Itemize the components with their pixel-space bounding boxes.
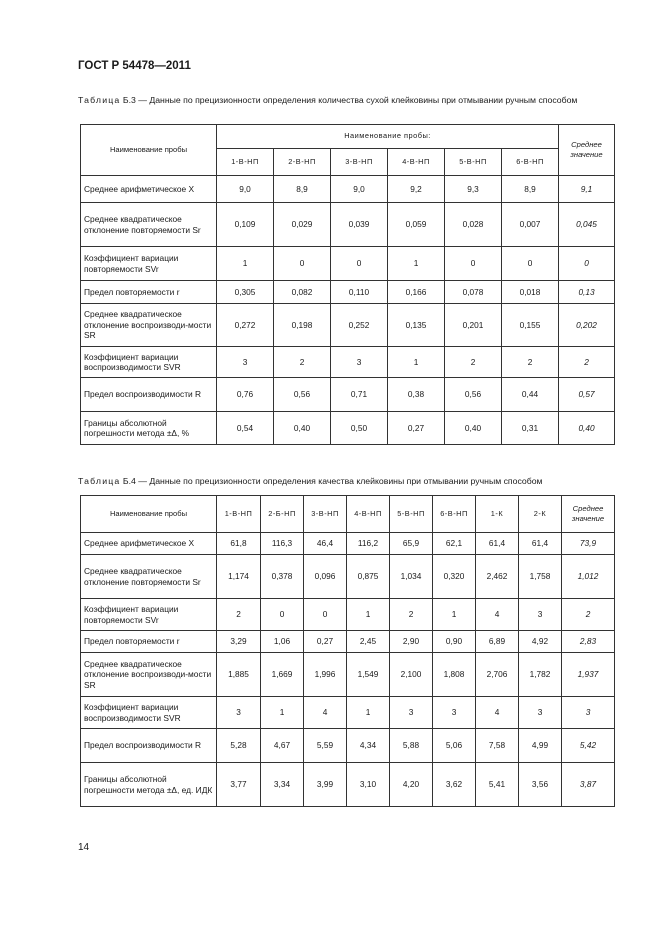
document-code: ГОСТ Р 54478—2011: [78, 60, 191, 72]
row-label: Среднее квадратическое отклонение повторяемости Sr: [81, 203, 217, 247]
value-cell: 0,166: [388, 281, 445, 304]
average-cell: 2: [559, 347, 615, 378]
value-cell: 4,34: [347, 729, 390, 763]
column-header: 1-В-НП: [217, 149, 274, 176]
row-label: Границы абсолютной погрешности метода ±Δ, ед. ИДК: [81, 763, 217, 807]
table-b3-caption: [78, 94, 618, 106]
value-cell: 3: [217, 347, 274, 378]
value-cell: 0,54: [217, 412, 274, 445]
value-cell: 3,10: [347, 763, 390, 807]
table-b4: [80, 495, 615, 807]
table-row: [81, 203, 615, 247]
value-cell: 4: [476, 599, 519, 631]
table-row: [81, 347, 615, 378]
value-cell: 6,89: [476, 631, 519, 653]
value-cell: 9,2: [388, 176, 445, 203]
value-cell: 1,06: [261, 631, 304, 653]
table-b4-caption: [78, 475, 618, 487]
value-cell: 0,31: [502, 412, 559, 445]
average-cell: 3,87: [562, 763, 615, 807]
table-b3: [80, 124, 615, 445]
value-cell: 3,29: [217, 631, 261, 653]
caption-text: Б.4 — Данные по прецизионности определения качества клейковины при отмывании ручным способом: [120, 476, 543, 486]
value-cell: 0: [502, 247, 559, 281]
value-cell: 0: [274, 247, 331, 281]
average-cell: 0,57: [559, 378, 615, 412]
table-row: [81, 631, 615, 653]
value-cell: 0,028: [445, 203, 502, 247]
value-cell: 1,034: [390, 555, 433, 599]
value-cell: 0,059: [388, 203, 445, 247]
value-cell: 8,9: [274, 176, 331, 203]
value-cell: 3: [331, 347, 388, 378]
average-cell: 0,202: [559, 304, 615, 347]
value-cell: 1: [433, 599, 476, 631]
value-cell: 1,996: [304, 653, 347, 697]
average-cell: 0,13: [559, 281, 615, 304]
value-cell: 2,462: [476, 555, 519, 599]
value-cell: 61,8: [217, 533, 261, 555]
table-row: [81, 176, 615, 203]
value-cell: 3: [390, 697, 433, 729]
value-cell: 3: [519, 599, 562, 631]
header-group-cell: Наименование пробы:: [217, 125, 559, 149]
column-header: 4-В-НП: [347, 496, 390, 533]
value-cell: 1: [388, 347, 445, 378]
average-cell: 1,937: [562, 653, 615, 697]
column-header: 2-К: [519, 496, 562, 533]
table-row: [81, 653, 615, 697]
row-label: Среднее квадратическое отклонение повторяемости Sr: [81, 555, 217, 599]
value-cell: 9,0: [331, 176, 388, 203]
value-cell: 4,99: [519, 729, 562, 763]
average-cell: 0,40: [559, 412, 615, 445]
value-cell: 5,41: [476, 763, 519, 807]
value-cell: 3,56: [519, 763, 562, 807]
value-cell: 0,110: [331, 281, 388, 304]
row-label: Коэффициент вариации повторяемости SVr: [81, 247, 217, 281]
value-cell: 2: [217, 599, 261, 631]
value-cell: 0: [331, 247, 388, 281]
value-cell: 46,4: [304, 533, 347, 555]
table-row: [81, 378, 615, 412]
value-cell: 0,198: [274, 304, 331, 347]
value-cell: 1,808: [433, 653, 476, 697]
row-label: Границы абсолютной погрешности метода ±Δ, %: [81, 412, 217, 445]
value-cell: 0,27: [388, 412, 445, 445]
column-header: 1-В-НП: [217, 496, 261, 533]
average-cell: 3: [562, 697, 615, 729]
value-cell: 0,38: [388, 378, 445, 412]
column-header: 3-В-НП: [304, 496, 347, 533]
table-row: [81, 304, 615, 347]
table-row: [81, 555, 615, 599]
value-cell: 2: [502, 347, 559, 378]
value-cell: 116,3: [261, 533, 304, 555]
value-cell: 0,155: [502, 304, 559, 347]
value-cell: 0,029: [274, 203, 331, 247]
value-cell: 2: [274, 347, 331, 378]
value-cell: 0,272: [217, 304, 274, 347]
average-cell: 2,83: [562, 631, 615, 653]
value-cell: 1,669: [261, 653, 304, 697]
value-cell: 0,56: [274, 378, 331, 412]
table-row: [81, 697, 615, 729]
table-row: [81, 729, 615, 763]
value-cell: 0,76: [217, 378, 274, 412]
value-cell: 8,9: [502, 176, 559, 203]
column-header: 4-В-НП: [388, 149, 445, 176]
value-cell: 61,4: [476, 533, 519, 555]
value-cell: 2,100: [390, 653, 433, 697]
value-cell: 0,320: [433, 555, 476, 599]
value-cell: 1,885: [217, 653, 261, 697]
average-cell: 5,42: [562, 729, 615, 763]
value-cell: 2,706: [476, 653, 519, 697]
value-cell: 0: [304, 599, 347, 631]
column-header: 1-К: [476, 496, 519, 533]
table-row: [81, 412, 615, 445]
value-cell: 1,758: [519, 555, 562, 599]
value-cell: 0,096: [304, 555, 347, 599]
value-cell: 1: [347, 697, 390, 729]
value-cell: 0,201: [445, 304, 502, 347]
table-row: [81, 763, 615, 807]
page-number: 14: [78, 842, 90, 853]
value-cell: 0,135: [388, 304, 445, 347]
value-cell: 0,007: [502, 203, 559, 247]
column-header: 2-В-НП: [274, 149, 331, 176]
value-cell: 4,20: [390, 763, 433, 807]
row-label: Среднее квадратическое отклонение воспроизводи-мости SR: [81, 653, 217, 697]
value-cell: 1,174: [217, 555, 261, 599]
average-cell: 73,9: [562, 533, 615, 555]
value-cell: 0,039: [331, 203, 388, 247]
caption-prefix: Таблица: [78, 95, 121, 105]
value-cell: 5,06: [433, 729, 476, 763]
value-cell: 3,99: [304, 763, 347, 807]
value-cell: 2,45: [347, 631, 390, 653]
row-label: Коэффициент вариации повторяемости SVr: [81, 599, 217, 631]
value-cell: 3: [433, 697, 476, 729]
average-cell: 0,045: [559, 203, 615, 247]
caption-text: Б.3 — Данные по прецизионности определения количества сухой клейковины при отмывании ручным способом: [120, 95, 578, 105]
value-cell: 4,67: [261, 729, 304, 763]
value-cell: 1: [217, 247, 274, 281]
value-cell: 62,1: [433, 533, 476, 555]
row-label: Среднее арифметическое X: [81, 533, 217, 555]
value-cell: 5,59: [304, 729, 347, 763]
column-header: 3-В-НП: [331, 149, 388, 176]
value-cell: 116,2: [347, 533, 390, 555]
value-cell: 9,0: [217, 176, 274, 203]
table-row: [81, 533, 615, 555]
value-cell: 3: [217, 697, 261, 729]
value-cell: 4: [304, 697, 347, 729]
column-header: 5-В-НП: [445, 149, 502, 176]
value-cell: 2,90: [390, 631, 433, 653]
value-cell: 3: [519, 697, 562, 729]
header-average-cell: Среднее значение: [559, 125, 615, 176]
value-cell: 1: [388, 247, 445, 281]
value-cell: 0,078: [445, 281, 502, 304]
table-row: [81, 281, 615, 304]
header-label-cell: Наименование пробы: [81, 125, 217, 176]
value-cell: 2: [390, 599, 433, 631]
value-cell: 0,40: [274, 412, 331, 445]
value-cell: 0,27: [304, 631, 347, 653]
value-cell: 1,549: [347, 653, 390, 697]
value-cell: 0,56: [445, 378, 502, 412]
value-cell: 4: [476, 697, 519, 729]
row-label: Предел повторяемости r: [81, 631, 217, 653]
row-label: Предел повторяемости r: [81, 281, 217, 304]
value-cell: 0,252: [331, 304, 388, 347]
row-label: Среднее квадратическое отклонение воспроизводи-мости SR: [81, 304, 217, 347]
value-cell: 7,58: [476, 729, 519, 763]
value-cell: 61,4: [519, 533, 562, 555]
value-cell: 0,305: [217, 281, 274, 304]
value-cell: 0,50: [331, 412, 388, 445]
table-row: [81, 599, 615, 631]
column-header: 5-В-НП: [390, 496, 433, 533]
value-cell: 5,28: [217, 729, 261, 763]
average-cell: 0: [559, 247, 615, 281]
value-cell: 0: [445, 247, 502, 281]
value-cell: 0: [261, 599, 304, 631]
average-cell: 9,1: [559, 176, 615, 203]
caption-prefix: Таблица: [78, 476, 121, 486]
row-label: Предел воспроизводимости R: [81, 729, 217, 763]
value-cell: 3,62: [433, 763, 476, 807]
value-cell: 0,109: [217, 203, 274, 247]
value-cell: 2: [445, 347, 502, 378]
value-cell: 65,9: [390, 533, 433, 555]
value-cell: 0,875: [347, 555, 390, 599]
average-cell: 1,012: [562, 555, 615, 599]
column-header: 2-Б-НП: [261, 496, 304, 533]
value-cell: 0,40: [445, 412, 502, 445]
row-label: Коэффициент вариации воспроизводимости SVR: [81, 697, 217, 729]
value-cell: 1: [261, 697, 304, 729]
value-cell: 0,378: [261, 555, 304, 599]
row-label: Коэффициент вариации воспроизводимости SVR: [81, 347, 217, 378]
value-cell: 3,34: [261, 763, 304, 807]
value-cell: 5,88: [390, 729, 433, 763]
value-cell: 1,782: [519, 653, 562, 697]
average-cell: 2: [562, 599, 615, 631]
value-cell: 4,92: [519, 631, 562, 653]
header-label-cell: Наименование пробы: [81, 496, 217, 533]
row-label: Среднее арифметическое X: [81, 176, 217, 203]
column-header: 6-В-НП: [433, 496, 476, 533]
value-cell: 3,77: [217, 763, 261, 807]
value-cell: 0,082: [274, 281, 331, 304]
header-average-cell: Среднее значение: [562, 496, 615, 533]
value-cell: 0,44: [502, 378, 559, 412]
column-header: 6-В-НП: [502, 149, 559, 176]
row-label: Предел воспроизводимости R: [81, 378, 217, 412]
table-row: [81, 247, 615, 281]
value-cell: 0,018: [502, 281, 559, 304]
value-cell: 9,3: [445, 176, 502, 203]
value-cell: 0,90: [433, 631, 476, 653]
value-cell: 0,71: [331, 378, 388, 412]
value-cell: 1: [347, 599, 390, 631]
